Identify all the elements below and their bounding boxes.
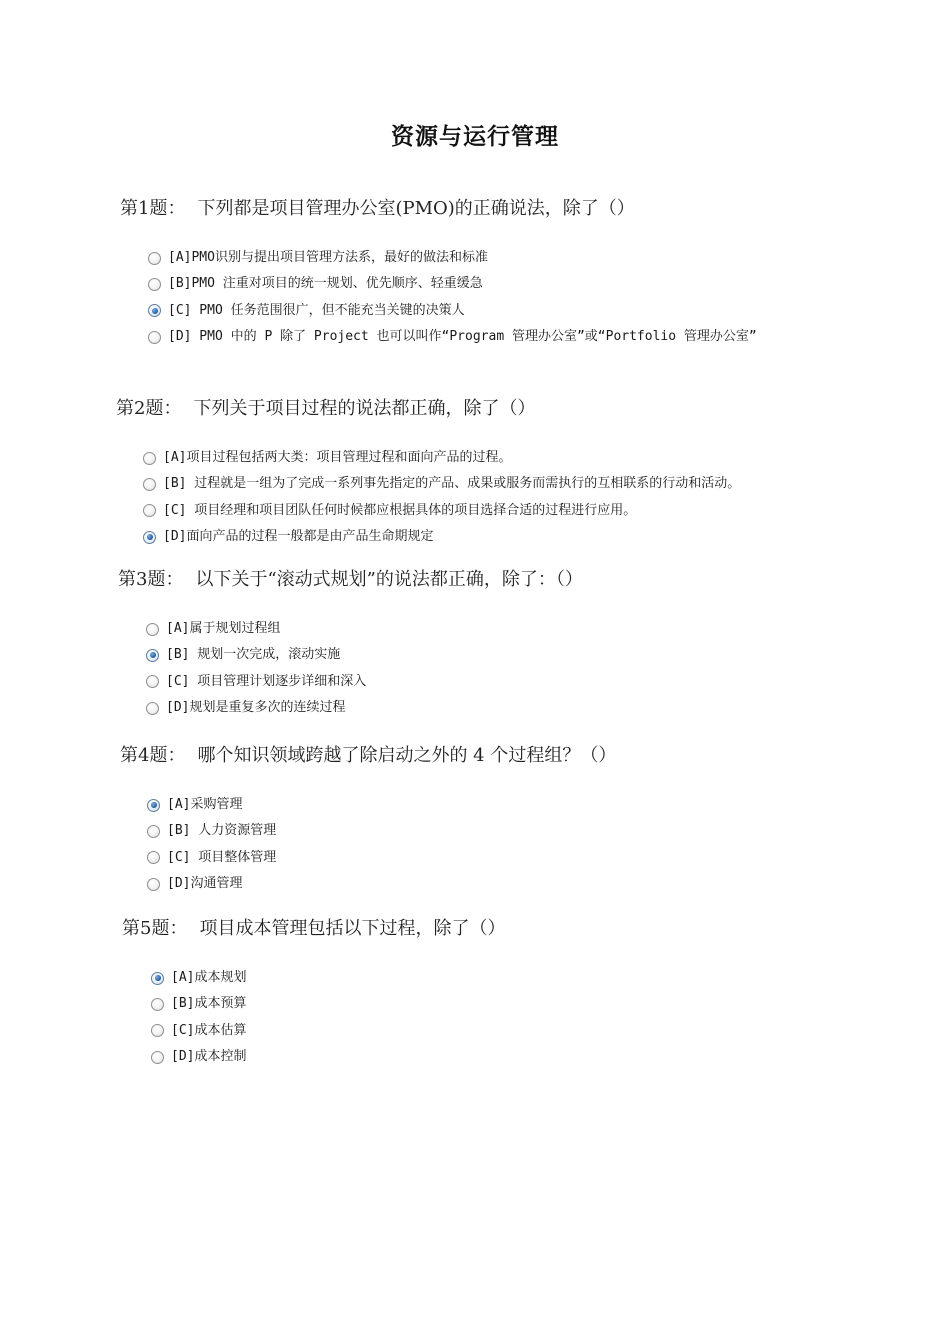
radio-button[interactable] xyxy=(146,623,159,636)
question-2 xyxy=(116,397,740,550)
option-a[interactable] xyxy=(146,616,583,642)
option-d[interactable] xyxy=(147,871,616,897)
radio-button[interactable] xyxy=(146,675,159,688)
option-b[interactable] xyxy=(148,271,757,297)
radio-button[interactable] xyxy=(151,1051,164,1064)
option-label: [C] 项目经理和项目团队任何时候都应根据具体的项目选择合适的过程进行应用。 xyxy=(163,502,637,518)
option-label: [D]成本控制 xyxy=(171,1049,247,1065)
question-5-title xyxy=(122,917,505,941)
question-number: 第1题： xyxy=(120,198,186,219)
question-1-title xyxy=(120,197,757,221)
option-label: [D]面向产品的过程一般都是由产品生命期规定 xyxy=(163,529,434,545)
option-label: [A]属于规划过程组 xyxy=(166,621,281,637)
option-label: [B] 规划一次完成，滚动实施 xyxy=(166,647,341,663)
option-label: [B] 人力资源管理 xyxy=(167,823,277,839)
option-label: [C] PMO 任务范围很广，但不能充当关键的决策人 xyxy=(168,302,465,318)
option-b[interactable] xyxy=(147,818,616,844)
question-text: 下列关于项目过程的说法都正确，除了（） xyxy=(193,398,536,419)
question-text: 以下关于“滚动式规划”的说法都正确，除了：（） xyxy=(195,569,583,590)
option-c[interactable] xyxy=(146,669,583,695)
radio-button[interactable] xyxy=(143,478,156,491)
option-c[interactable] xyxy=(143,498,740,524)
option-label: [C] 项目整体管理 xyxy=(167,849,277,865)
option-label: [A]PMO识别与提出项目管理方法系，最好的做法和标准 xyxy=(168,250,488,266)
radio-button[interactable] xyxy=(151,998,164,1011)
option-d[interactable] xyxy=(143,524,740,550)
radio-button[interactable] xyxy=(151,972,164,985)
page-title: 资源与运行管理 xyxy=(391,123,559,150)
question-3-title xyxy=(118,568,583,592)
question-1 xyxy=(120,197,757,350)
option-label: [B] 过程就是一组为了完成一系列事先指定的产品、成果或服务而需执行的互相联系的行动和活动。 xyxy=(163,476,741,492)
radio-button[interactable] xyxy=(151,1024,164,1037)
option-label: [D] PMO 中的 P 除了 Project 也可以叫作“Program 管理办公室”或“Portfolio 管理办公室” xyxy=(168,329,757,345)
option-b[interactable] xyxy=(146,642,583,668)
option-a[interactable] xyxy=(143,445,740,471)
radio-button[interactable] xyxy=(146,702,159,715)
radio-button[interactable] xyxy=(147,851,160,864)
option-label: [C]成本估算 xyxy=(171,1022,247,1038)
radio-button[interactable] xyxy=(148,331,161,344)
option-b[interactable] xyxy=(151,991,505,1017)
question-number: 第2题： xyxy=(116,398,182,419)
radio-button[interactable] xyxy=(147,878,160,891)
radio-button[interactable] xyxy=(148,252,161,265)
radio-button[interactable] xyxy=(147,825,160,838)
option-label: [A]项目过程包括两大类：项目管理过程和面向产品的过程。 xyxy=(163,450,512,466)
option-label: [D]规划是重复多次的连续过程 xyxy=(166,700,346,716)
option-b[interactable] xyxy=(143,471,740,497)
option-d[interactable] xyxy=(151,1044,505,1070)
question-5 xyxy=(122,917,505,1070)
option-list xyxy=(148,245,757,350)
option-d[interactable] xyxy=(148,324,757,350)
radio-button[interactable] xyxy=(146,649,159,662)
radio-button[interactable] xyxy=(143,531,156,544)
option-list xyxy=(151,965,505,1070)
option-list xyxy=(147,792,616,897)
radio-button[interactable] xyxy=(147,799,160,812)
option-a[interactable] xyxy=(147,792,616,818)
question-text: 哪个知识领域跨越了除启动之外的 4 个过程组？（） xyxy=(197,745,617,766)
question-3 xyxy=(118,568,583,721)
radio-button[interactable] xyxy=(143,452,156,465)
option-label: [A]采购管理 xyxy=(167,797,243,813)
question-2-title xyxy=(116,397,740,421)
question-text: 项目成本管理包括以下过程，除了（） xyxy=(199,918,506,939)
option-c[interactable] xyxy=(147,845,616,871)
question-number: 第5题： xyxy=(122,918,188,939)
question-text: 下列都是项目管理办公室(PMO)的正确说法，除了（） xyxy=(197,198,635,219)
option-c[interactable] xyxy=(148,298,757,324)
question-4-title xyxy=(120,744,616,768)
question-number: 第3题： xyxy=(118,569,184,590)
option-label: [A]成本规划 xyxy=(171,970,247,986)
option-c[interactable] xyxy=(151,1018,505,1044)
radio-button[interactable] xyxy=(148,304,161,317)
option-a[interactable] xyxy=(151,965,505,991)
option-label: [B]PMO 注重对项目的统一规划、优先顺序、轻重缓急 xyxy=(168,276,483,292)
option-label: [B]成本预算 xyxy=(171,996,247,1012)
radio-button[interactable] xyxy=(148,278,161,291)
option-a[interactable] xyxy=(148,245,757,271)
radio-button[interactable] xyxy=(143,504,156,517)
option-d[interactable] xyxy=(146,695,583,721)
option-list xyxy=(143,445,740,550)
option-label: [C] 项目管理计划逐步详细和深入 xyxy=(166,673,367,689)
option-label: [D]沟通管理 xyxy=(167,876,243,892)
option-list xyxy=(146,616,583,721)
question-number: 第4题： xyxy=(120,745,186,766)
question-4 xyxy=(120,744,616,897)
